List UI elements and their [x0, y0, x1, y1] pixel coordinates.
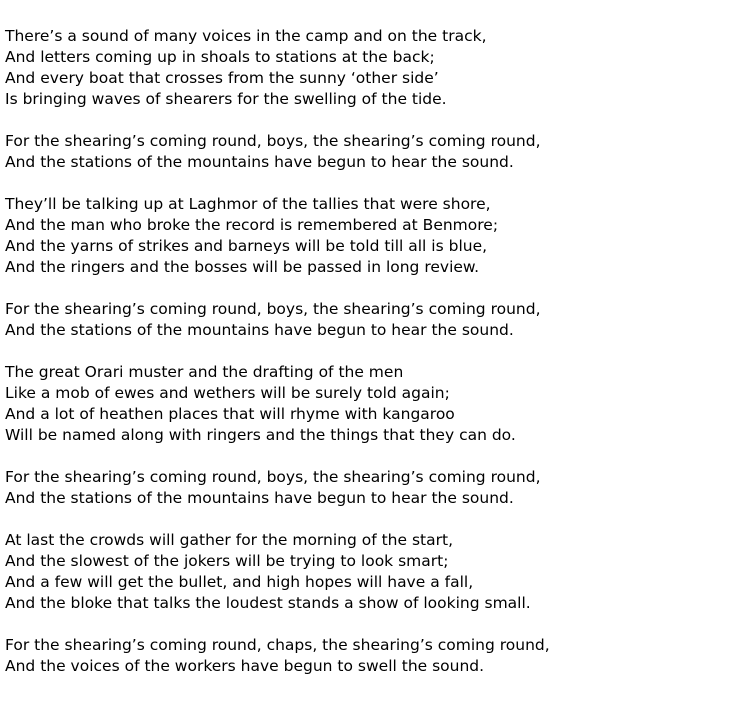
stanza-4 — [5, 530, 750, 614]
poem-line: At last the crowds will gather for the morning of the start, — [5, 531, 454, 549]
poem-line: There’s a sound of many voices in the camp and on the track, — [5, 27, 487, 45]
poem-line: And the yarns of strikes and barneys will be told till all is blue, — [5, 237, 488, 255]
poem-line: Will be named along with ringers and the things that they can do. — [5, 426, 516, 444]
stanza-3 — [5, 362, 750, 446]
poem-line: And the man who broke the record is remembered at Benmore; — [5, 216, 499, 234]
poem-line: And a lot of heathen places that will rhyme with kangaroo — [5, 405, 455, 423]
poem-line: And every boat that crosses from the sunny ‘other side’ — [5, 69, 439, 87]
poem-line: For the shearing’s coming round, boys, the shearing’s coming round, — [5, 300, 541, 318]
poem-line: And the stations of the mountains have begun to hear the sound. — [5, 153, 514, 171]
poem-line: And a few will get the bullet, and high hopes will have a fall, — [5, 573, 474, 591]
poem-line: And the bloke that talks the loudest stands a show of looking small. — [5, 594, 531, 612]
poem-line: Is bringing waves of shearers for the swelling of the tide. — [5, 90, 447, 108]
poem-line: For the shearing’s coming round, boys, the shearing’s coming round, — [5, 132, 541, 150]
chorus-1 — [5, 131, 750, 173]
poem-line: And the stations of the mountains have begun to hear the sound. — [5, 321, 514, 339]
poem-line: And the ringers and the bosses will be passed in long review. — [5, 258, 480, 276]
poem-line: And the stations of the mountains have begun to hear the sound. — [5, 489, 514, 507]
poem-line: For the shearing’s coming round, chaps, the shearing’s coming round, — [5, 636, 550, 654]
poem-line: The great Orari muster and the drafting of the men — [5, 363, 404, 381]
poem-line: They’ll be talking up at Laghmor of the tallies that were shore, — [5, 195, 491, 213]
poem-line: And the voices of the workers have begun to swell the sound. — [5, 657, 485, 675]
poem-line: And the slowest of the jokers will be trying to look smart; — [5, 552, 449, 570]
stanza-2 — [5, 194, 750, 278]
poem-line: Like a mob of ewes and wethers will be surely told again; — [5, 384, 450, 402]
chorus-4 — [5, 635, 750, 677]
poem-line: For the shearing’s coming round, boys, the shearing’s coming round, — [5, 468, 541, 486]
stanza-1 — [5, 26, 750, 110]
poem-line: And letters coming up in shoals to stations at the back; — [5, 48, 435, 66]
chorus-3 — [5, 467, 750, 509]
chorus-2 — [5, 299, 750, 341]
